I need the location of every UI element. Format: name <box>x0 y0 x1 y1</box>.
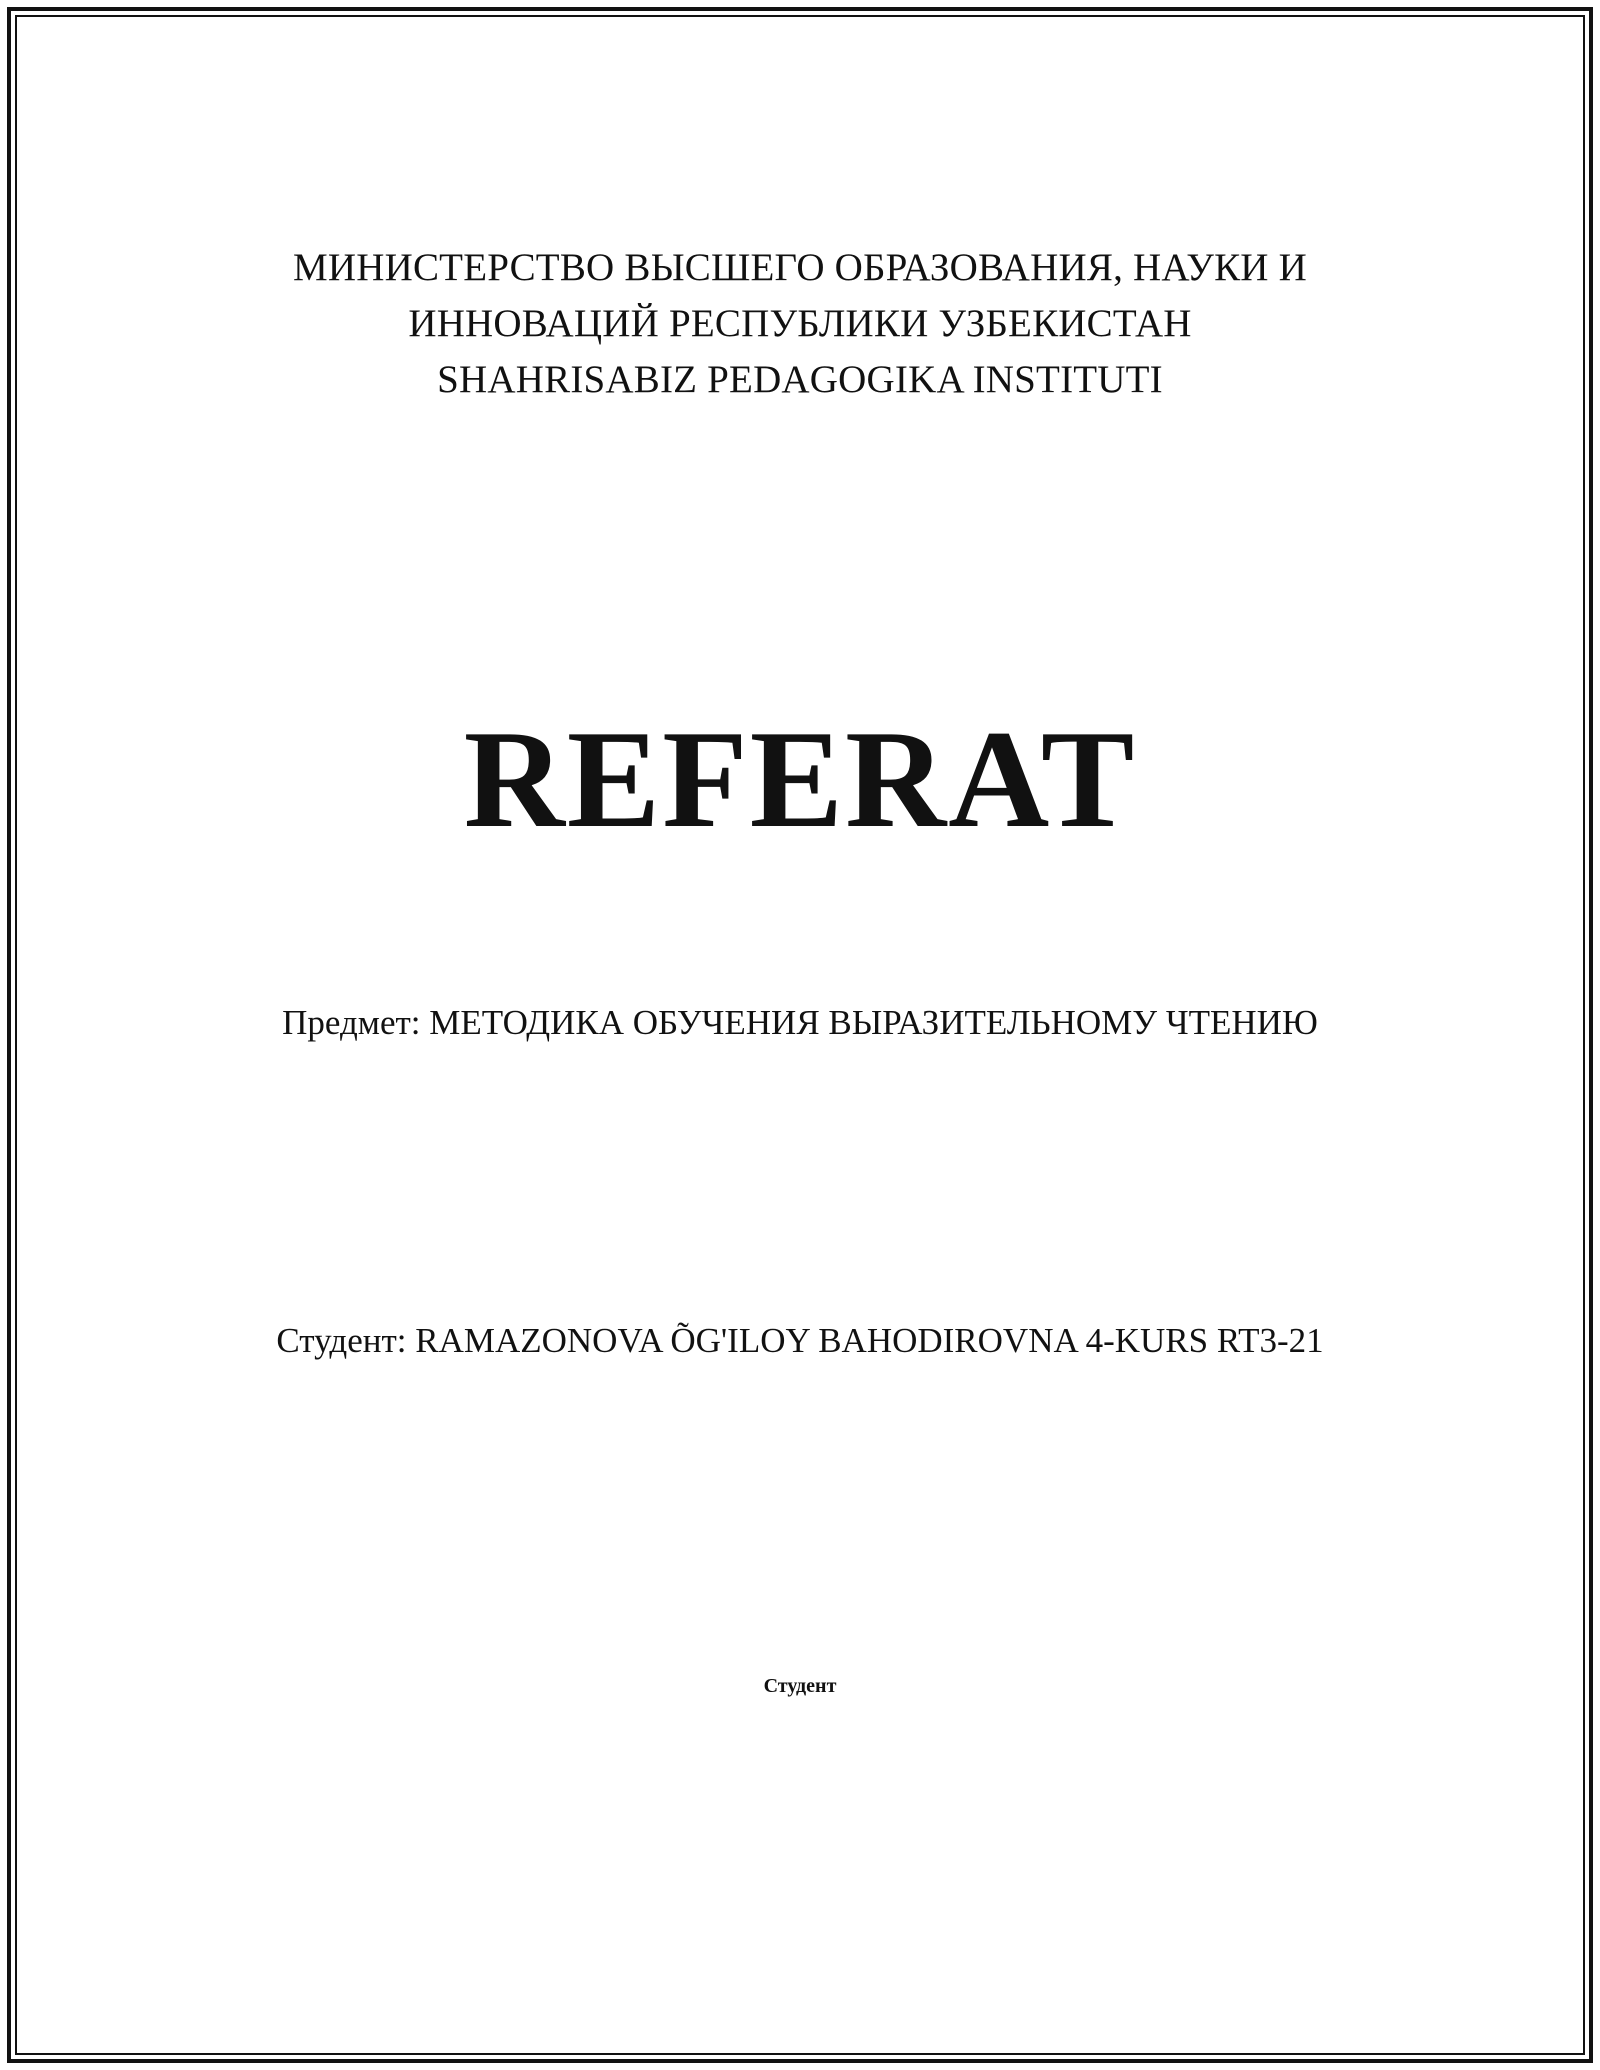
ministry-heading-line-2: ИННОВАЦИЙ РЕСПУБЛИКИ УЗБЕКИСТАН <box>408 302 1192 345</box>
ministry-heading-line-1: МИНИСТЕРСТВО ВЫСШЕГО ОБРАЗОВАНИЯ, НАУКИ И <box>293 246 1307 289</box>
institute-name: SHAHRISABIZ PEDAGOGIKA INSTITUTI <box>437 358 1163 401</box>
subject-line: Предмет: МЕТОДИКА ОБУЧЕНИЯ ВЫРАЗИТЕЛЬНОМУ ЧТЕНИЮ <box>282 1003 1318 1042</box>
student-signature-label: Студент <box>763 1675 837 1697</box>
document-title: REFERAT <box>463 702 1137 857</box>
student-line: Студент: RAMAZONOVA ÕG'ILOY BAHODIROVNA 4-KURS RT3-21 <box>276 1321 1324 1360</box>
